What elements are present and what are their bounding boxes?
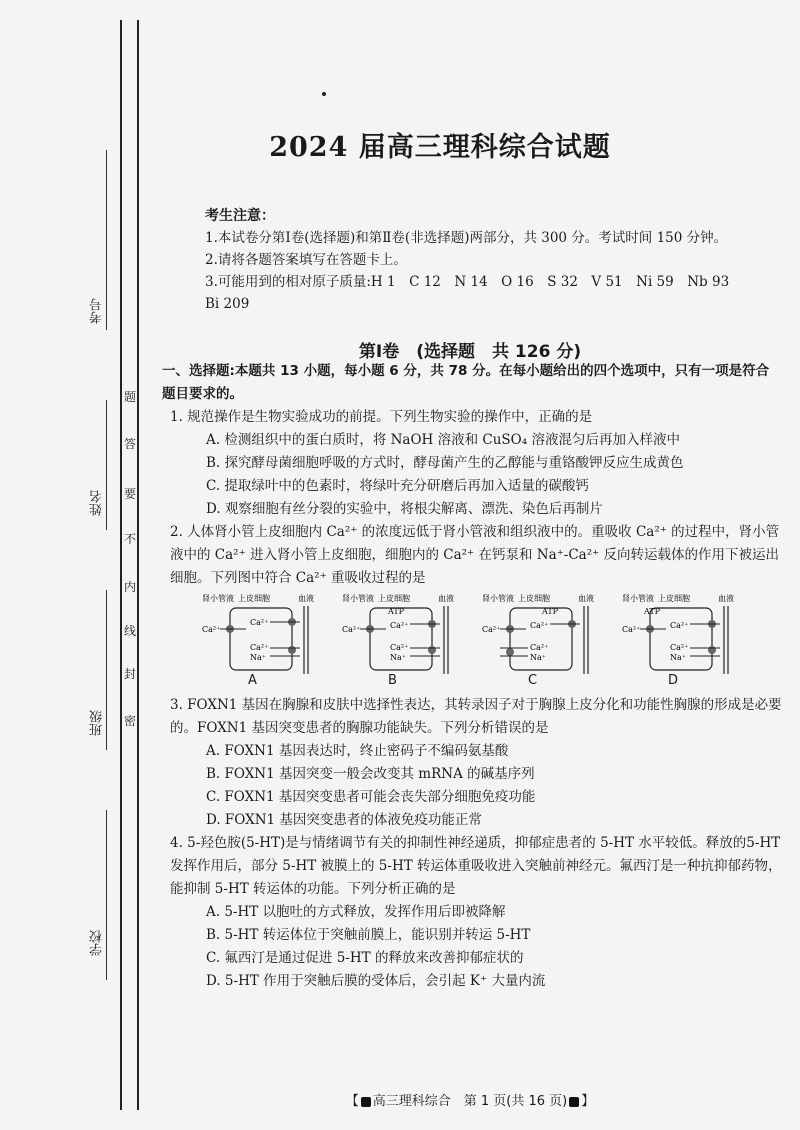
section-title: 第Ⅰ卷 (选择题 共 126 分): [358, 342, 582, 362]
notice-head: 考生注意：: [205, 208, 275, 224]
q2-diagrams: [190, 592, 782, 692]
school-label: 学校: [90, 930, 105, 956]
q2-panel-d-label: D: [668, 673, 679, 688]
notice-item-2: 2.请将各题答案填写在答题卡上。: [205, 252, 407, 268]
na-label: Na⁺: [530, 653, 546, 662]
notice-item-3: 3.可能用到的相对原子质量:H 1 C 12 N 14 O 16 S 32 V 51 Ni 59 Nb 93: [205, 274, 730, 290]
lumen-label: 肾小管液: [342, 594, 374, 603]
binding-line-outer: [120, 20, 122, 1110]
blood-label: 血液: [298, 594, 314, 603]
q2-diagram-a: [200, 592, 328, 692]
cell-label: 上皮细胞: [238, 594, 270, 603]
q3-option-a: A. FOXN1 基因表达时，终止密码子不编码氨基酸: [206, 743, 509, 759]
q2-stem: 2. 人体肾小管上皮细胞内 Ca²⁺ 的浓度远低于肾小管液和组织液中的。重吸收 Ca²⁺ 的过程中，肾小管液中的 Ca²⁺ 进入肾小管上皮细胞，细胞内的 Ca²⁺ 在钙泵和 Na⁺-Ca²⁺ 反向转运载体的作用下被运出细胞。下列图中符合 Ca²⁺ 重吸收过程的是: [170, 524, 780, 586]
ca-inside-label: Ca²⁺: [670, 621, 689, 630]
blood-label: 血液: [718, 594, 734, 603]
q2-diagram-b-svg: [340, 592, 468, 676]
seal-char-5: 不: [124, 532, 137, 546]
q3-option-c: C. FOXN1 基因突变患者可能会丧失部分细胞免疫功能: [206, 789, 536, 805]
q2-panel-b-label: B: [388, 673, 397, 688]
section-intro: 一、选择题:本题共 13 小题，每小题 6 分，共 78 分。在每小题给出的四个选项中，只有一项是符合题目要求的。: [162, 363, 770, 402]
q1-option-d: D. 观察细胞有丝分裂的实验中，将根尖解离、漂洗、染色后再制片: [206, 501, 603, 517]
blood-label: 血液: [438, 594, 454, 603]
q2-diagram-c: [480, 592, 608, 692]
q1-option-c: C. 提取绿叶中的色素时，将绿叶充分研磨后再加入适量的碳酸钙: [206, 478, 589, 494]
seal-char-3: 线: [124, 624, 137, 638]
seal-char-2: 封: [124, 667, 137, 681]
seal-char-7: 答: [124, 437, 137, 451]
q2-diagram-d-svg: [620, 592, 748, 676]
ca2-label: Ca²⁺: [390, 643, 409, 652]
ca2-label: Ca²⁺: [670, 643, 689, 652]
ca2-label: Ca²⁺: [250, 643, 269, 652]
lumen-label: 肾小管液: [622, 594, 654, 603]
footer-mark-right: [569, 1097, 579, 1107]
atp-label: ATP: [542, 607, 559, 616]
q2-diagram-a-svg: [200, 592, 328, 676]
exam-notice: [205, 205, 785, 315]
q1-option-a: A. 检测组织中的蛋白质时，将 NaOH 溶液和 CuSO₄ 溶液混匀后再加入样液中: [206, 432, 680, 448]
seal-char-1: 密: [124, 714, 137, 728]
class-label: 班级: [90, 710, 105, 736]
lumen-label: 肾小管液: [482, 594, 514, 603]
q4-option-c: C. 氟西汀是通过促进 5-HT 的释放来改善抑郁症状的: [206, 950, 524, 966]
na-label: Na⁺: [670, 653, 686, 662]
cell-label: 上皮细胞: [658, 594, 690, 603]
questions: [162, 360, 782, 993]
ca-inside-label: Ca²⁺: [250, 618, 269, 627]
notice-item-4: Bi 209: [205, 296, 250, 312]
q4-option-d: D. 5-HT 作用于突触后膜的受体后，会引起 K⁺ 大量内流: [206, 973, 546, 989]
q2-diagram-c-svg: [480, 592, 608, 676]
ca-outside-label: Ca²⁺: [202, 625, 221, 634]
na-label: Na⁺: [250, 653, 266, 662]
lumen-label: 肾小管液: [202, 594, 234, 603]
exam-title: 2024 届高三理科综合试题: [269, 132, 611, 163]
q3-option-b: B. FOXN1 基因突变一般会改变其 mRNA 的碱基序列: [206, 766, 535, 782]
seal-char-4: 内: [124, 580, 137, 594]
cell-label: 上皮细胞: [518, 594, 550, 603]
q1-stem: 1. 规范操作是生物实验成功的前提。下列生物实验的操作中，正确的是: [170, 409, 593, 425]
ca-inside-label: Ca²⁺: [530, 621, 549, 630]
footer-text: 高三理科综合 第 1 页(共 16 页): [372, 1094, 568, 1109]
atp-label: ATP: [388, 607, 405, 616]
q4-option-b: B. 5-HT 转运体位于突触前膜上，能识别并转运 5-HT: [206, 927, 531, 943]
footer-mark-left: [361, 1097, 371, 1107]
notice-item-1: 1.本试卷分第Ⅰ卷(选择题)和第Ⅱ卷(非选择题)两部分，共 300 分。考试时间 150 分钟。: [205, 230, 728, 246]
name-label: 姓名: [90, 490, 105, 516]
q3-option-d: D. FOXN1 基因突变患者的体液免疫功能正常: [206, 812, 482, 828]
q2-panel-c-label: C: [528, 673, 538, 688]
q4-stem: 4. 5-羟色胺(5-HT)是与情绪调节有关的抑制性神经递质，抑郁症患者的 5-HT 水平较低。释放的5-HT发挥作用后，部分 5-HT 被膜上的 5-HT 转运体重吸收进入突触前神经元。氟西汀是一种抗抑郁药物，能抑制 5-HT 转运体的功能。下列分析正确的是: [170, 835, 782, 897]
q3-stem: 3. FOXN1 基因在胸腺和皮肤中选择性表达，其转录因子对于胸腺上皮分化和功能性胸腺的形成是必要的。FOXN1 基因突变患者的胸腺功能缺失。下列分析错误的是: [170, 697, 782, 736]
ca-outside-label: Ca²⁺: [482, 625, 501, 634]
q2-panel-a-label: A: [248, 673, 257, 688]
q2-diagram-b: [340, 592, 468, 692]
scan-speck: [322, 92, 326, 96]
ca2-label: Ca²⁺: [530, 643, 549, 652]
exam-no-label: 考号: [90, 298, 105, 324]
ca-outside-label: Ca²⁺: [622, 625, 641, 634]
q2-diagram-d: [620, 592, 748, 692]
seal-char-8: 题: [124, 390, 137, 404]
q1-option-b: B. 探究酵母菌细胞呼吸的方式时，酵母菌产生的乙醇能与重铬酸钾反应生成黄色: [206, 455, 684, 471]
seal-char-6: 要: [124, 487, 137, 501]
cell-label: 上皮细胞: [378, 594, 410, 603]
blood-label: 血液: [578, 594, 594, 603]
atp-label: ATP: [644, 607, 661, 616]
ca-outside-label: Ca²⁺: [342, 625, 361, 634]
binding-line-inner: [137, 20, 139, 1110]
na-label: Na⁺: [390, 653, 406, 662]
ca-inside-label: Ca²⁺: [390, 621, 409, 630]
page-footer: 【 高三理科综合 第 1 页(共 16 页) 】: [345, 1094, 595, 1109]
q4-option-a: A. 5-HT 以胞吐的方式释放，发挥作用后即被降解: [206, 904, 506, 920]
